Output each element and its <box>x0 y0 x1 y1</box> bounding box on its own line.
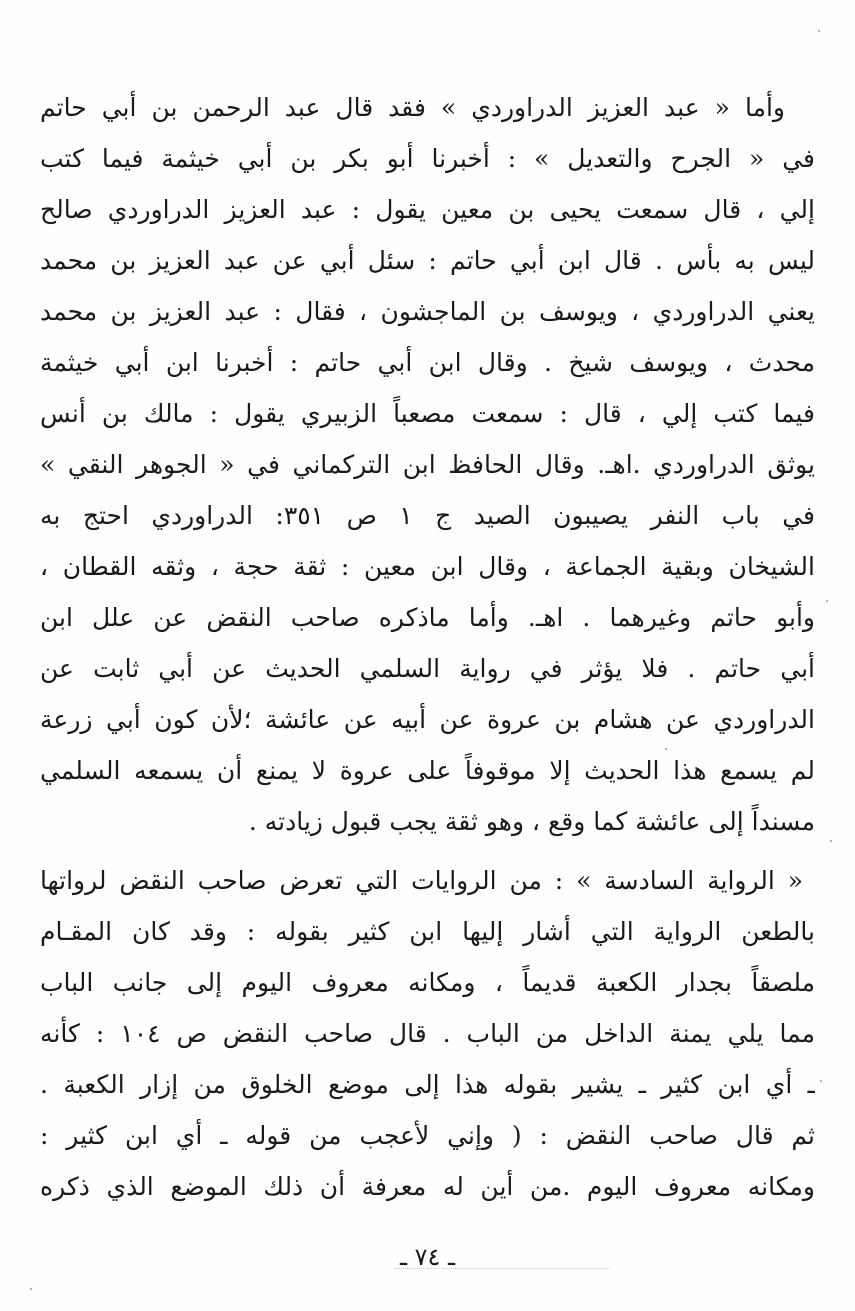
text-line: أبي حاتم . فلا يؤثر في رواية السلمي الحديث عن أبي ثابت عن <box>40 654 815 683</box>
text-line: محدث ، ويوسف شيخ . وقال ابن أبي حاتم : أخبرنا ابن أبي خيثمة <box>40 348 815 377</box>
text-line: ليس به بأس . قال ابن أبي حاتم : سئل أبي عن عبد العزيز بن محمد <box>40 246 815 275</box>
scan-speck <box>30 1288 32 1290</box>
scan-speck <box>830 840 832 842</box>
scan-speck <box>820 1080 822 1082</box>
text-line: ثم قال صاحب النقض : ( وإني لأعجب من قوله ـ أي ابن كثير : <box>40 1121 815 1150</box>
paragraph-gap <box>40 847 815 855</box>
text-line: مسنداً إلى عائشة كما وقع ، وهو ثقة يجب قبول زيادته . <box>248 807 815 836</box>
text-line: ملصقاً بجدار الكعبة قديماً ، ومكانه معروف اليوم إلى جانب الباب <box>40 968 815 997</box>
scan-artifact-dots <box>395 1268 610 1269</box>
text-line: إلي ، قال سمعت يحيى بن معين يقول : عبد العزيز الدراوردي صالح <box>40 195 815 224</box>
scan-speck <box>665 748 667 750</box>
text-line: في باب النفر يصيبون الصيد ج ١ ص ٣٥١: الدراوردي احتج به <box>40 501 815 530</box>
scan-speck <box>818 30 820 32</box>
text-line: ـ أي ابن كثير ـ يشير بقوله هذا إلى موضع الخلوق من إزار الكعبة . <box>40 1070 815 1099</box>
text-line: « الرواية السادسة » : من الروايات التي تعرض صاحب النقض لرواتها <box>40 866 803 895</box>
text-line: فيما كتب إلي ، قال : سمعت مصعباً الزبيري يقول : مالك بن أنس <box>40 399 815 428</box>
text-line: يعني الدراوردي ، ويوسف بن الماجشون ، فقال : عبد العزيز بن محمد <box>40 297 815 326</box>
text-line: في « الجرح والتعديل » : أخبرنا أبو بكر بن أبي خيثمة فيما كتب <box>40 144 815 173</box>
text-line: وأبو حاتم وغيرهما . اهـ. وأما ماذكره صاحب النقض عن علل ابن <box>40 603 815 632</box>
text-line: الدراوردي عن هشام بن عروة عن أبيه عن عائشة ؛لأن كون أبي زرعة <box>40 705 815 734</box>
text-line: يوثق الدراوردي .اهـ. وقال الحافظ ابن التركماني في « الجوهر النقي » <box>40 450 815 479</box>
page-number: ـ ٧٤ ـ <box>399 1243 456 1271</box>
text-line: ومكانه معروف اليوم .من أين له معرفة أن ذلك الموضع الذي ذكره <box>40 1172 815 1201</box>
page-body <box>40 82 815 1212</box>
scan-speck <box>826 600 828 602</box>
text-line: وأما « عبد العزيز الدراوردي » فقد قال عبد الرحمن بن أبي حاتم <box>40 93 785 122</box>
text-line: بالطعن الرواية التي أشار إليها ابن كثير بقوله : وقد كان المقـام <box>40 917 815 946</box>
text-line: الشيخان وبقية الجماعة ، وقال ابن معين : ثقة حجة ، وثقه القطان ، <box>40 552 815 581</box>
text-line: لم يسمع هذا الحديث إلا موقوفاً على عروة لا يمنع أن يسمعه السلمي <box>40 756 815 785</box>
text-line: مما يلي يمنة الداخل من الباب . قال صاحب النقض ص ١٠٤ : كأنه <box>40 1019 815 1048</box>
